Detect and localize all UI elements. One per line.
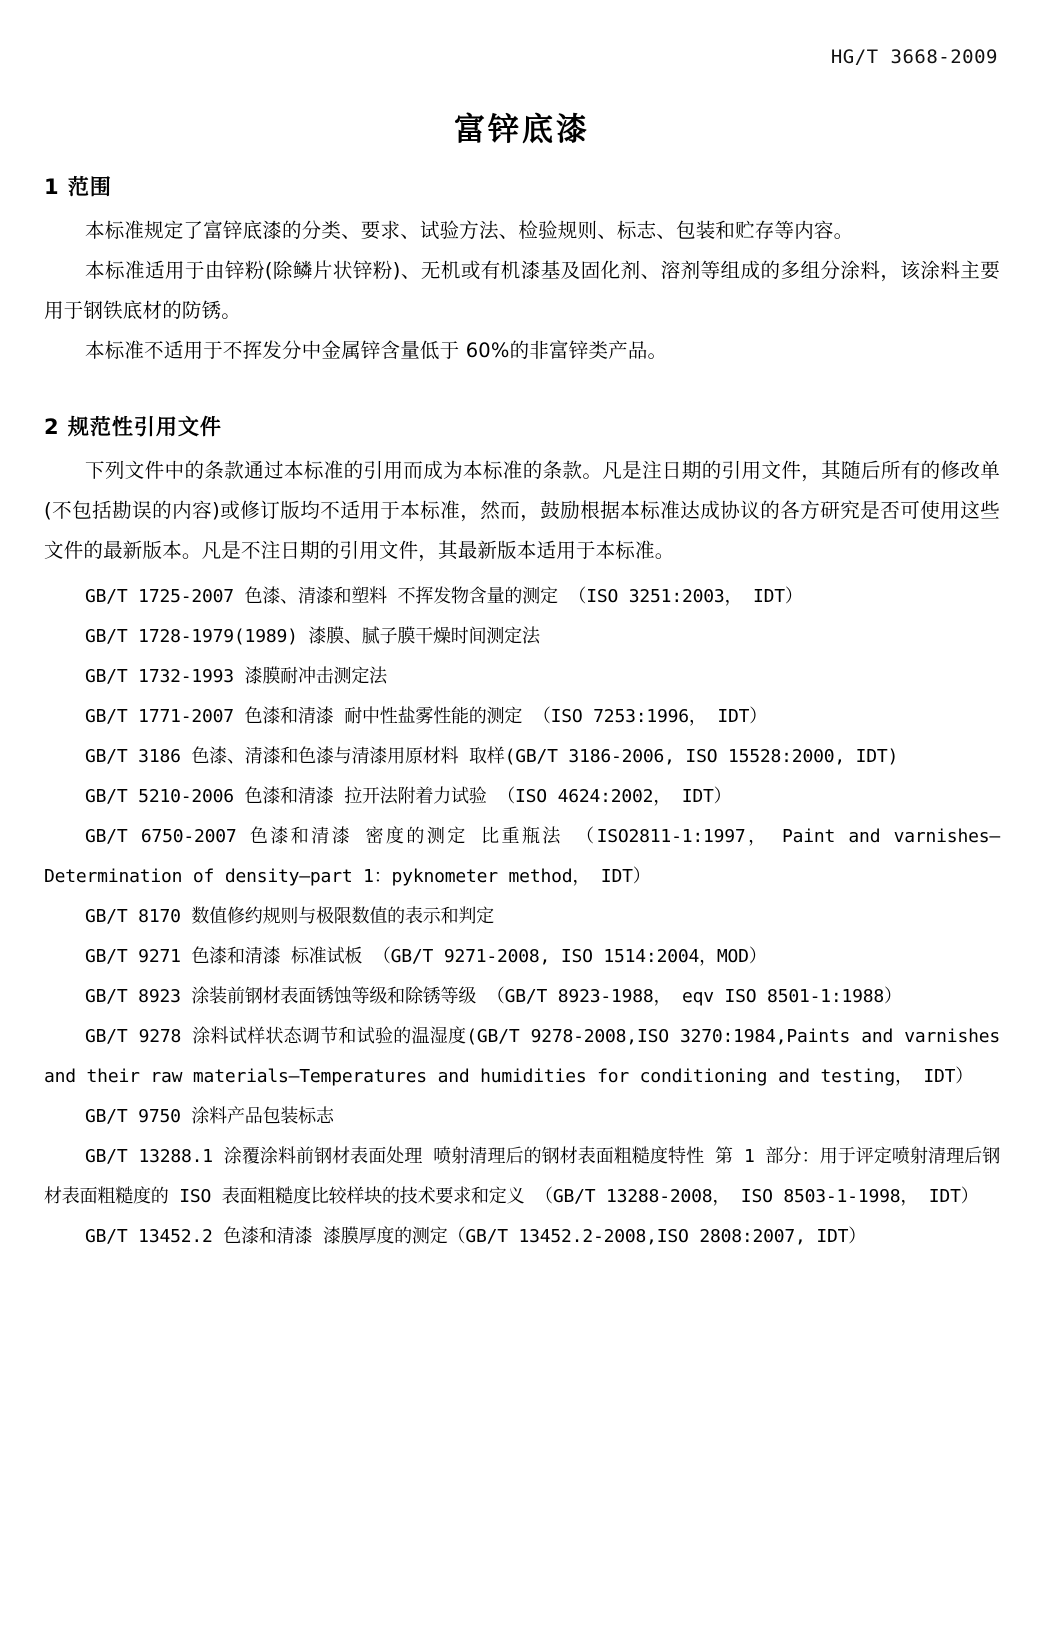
list-item: GB/T 1728-1979(1989) 漆膜、腻子膜干燥时间测定法 bbox=[85, 626, 540, 647]
list-item: GB/T 5210-2006 色漆和清漆 拉开法附着力试验 （ISO 4624:2002， IDT） bbox=[85, 786, 732, 807]
paragraph-scope-2: 本标准适用于由锌粉(除鳞片状锌粉)、无机或有机漆基及固化剂、溶剂等组成的多组分涂料，该涂料主要用于钢铁底材的防锈。 bbox=[44, 259, 1000, 322]
paragraph-references-intro: 下列文件中的条款通过本标准的引用而成为本标准的条款。凡是注日期的引用文件，其随后所有的修改单(不包括勘误的内容)或修订版均不适用于本标准，然而，鼓励根据本标准达成协议的各方研究是否可使用这些文件的最新版本。凡是不注日期的引用文件，其最新版本适用于本标准。 bbox=[44, 459, 1000, 562]
section-heading-scope: 1 范围 bbox=[44, 175, 112, 199]
list-item: GB/T 3186 色漆、清漆和色漆与清漆用原材料 取样(GB/T 3186-2006, ISO 15528:2000, IDT) bbox=[85, 746, 899, 767]
list-item: GB/T 8923 涂装前钢材表面锈蚀等级和除锈等级 （GB/T 8923-1988， eqv ISO 8501-1:1988） bbox=[85, 986, 902, 1007]
list-item: GB/T 9278 涂料试样状态调节和试验的温湿度(GB/T 9278-2008,ISO 3270:1984,Paints and varnishes and their raw materials—Temperatures and humidities for conditioning and testing， IDT） bbox=[44, 1026, 1000, 1087]
list-item: GB/T 8170 数值修约规则与极限数值的表示和判定 bbox=[85, 906, 494, 927]
list-item: GB/T 1732-1993 漆膜耐冲击测定法 bbox=[85, 666, 387, 687]
list-item: GB/T 6750-2007 色漆和清漆 密度的测定 比重瓶法 （ISO2811-1:1997， Paint and varnishes—Determination of density—part 1：pyknometer method， IDT） bbox=[44, 826, 1000, 887]
list-item: GB/T 1725-2007 色漆、清漆和塑料 不挥发物含量的测定 （ISO 3251:2003， IDT） bbox=[85, 586, 803, 607]
list-item: GB/T 13288.1 涂覆涂料前钢材表面处理 喷射清理后的钢材表面粗糙度特性 第 1 部分：用于评定喷射清理后钢材表面粗糙度的 ISO 表面粗糙度比较样块的技术要求和定义 （GB/T 13288-2008， ISO 8503-1-1998， IDT） bbox=[44, 1146, 1000, 1207]
paragraph-scope-1: 本标准规定了富锌底漆的分类、要求、试验方法、检验规则、标志、包装和贮存等内容。 bbox=[85, 219, 854, 242]
list-item: GB/T 9271 色漆和清漆 标准试板 （GB/T 9271-2008, ISO 1514:2004，MOD） bbox=[85, 946, 767, 967]
paragraph-scope-3: 本标准不适用于不挥发分中金属锌含量低于 60%的非富锌类产品。 bbox=[85, 339, 668, 362]
page-title: 富锌底漆 bbox=[454, 112, 590, 148]
list-item: GB/T 9750 涂料产品包装标志 bbox=[85, 1106, 334, 1127]
list-item: GB/T 1771-2007 色漆和清漆 耐中性盐雾性能的测定 （ISO 7253:1996， IDT） bbox=[85, 706, 768, 727]
reference-list bbox=[44, 577, 1000, 1257]
page-header-standard-code: HG/T 3668-2009 bbox=[830, 46, 998, 68]
list-item: GB/T 13452.2 色漆和清漆 漆膜厚度的测定（GB/T 13452.2-2008,ISO 2808:2007, IDT） bbox=[85, 1226, 867, 1247]
section-heading-normative-references: 2 规范性引用文件 bbox=[44, 415, 222, 439]
